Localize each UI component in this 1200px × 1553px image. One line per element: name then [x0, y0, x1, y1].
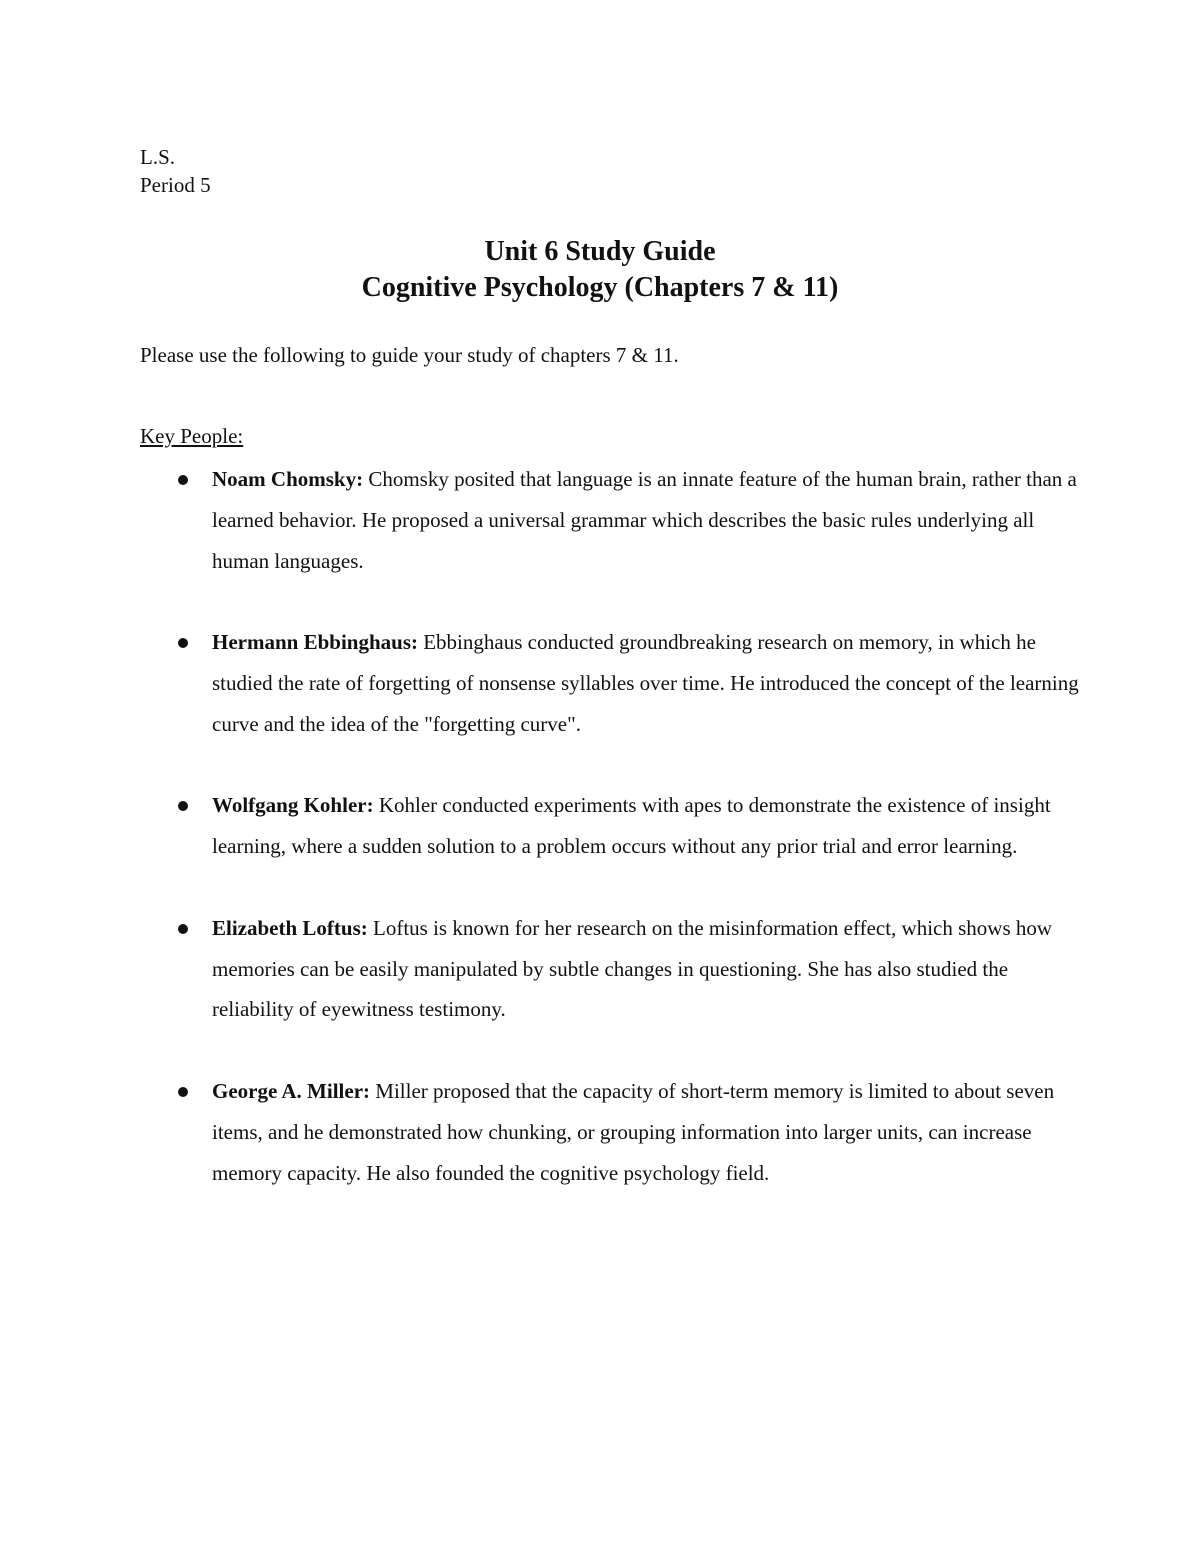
person-description: Miller proposed that the capacity of short-term memory is limited to about seven items, and he demonstrated how chunking, or grouping information into larger units, can increase memory capacity. He also founded the cognitive psychology field.	[212, 1078, 1055, 1185]
person-name: Wolfgang Kohler:	[212, 793, 379, 818]
person-description: Kohler conducted experiments with apes to demonstrate the existence of insight learning, where a sudden solution to a problem occurs without any prior trial and error learning.	[212, 793, 1051, 859]
person-name: Elizabeth Loftus:	[212, 915, 374, 940]
list-item-miller	[140, 1071, 1080, 1193]
person-name: Hermann Ebbinghaus:	[212, 630, 424, 655]
student-header	[140, 143, 211, 199]
list-item-chomsky	[140, 459, 1080, 581]
title-line-2: Cognitive Psychology (Chapters 7 & 11)	[361, 272, 839, 303]
class-period: Period 5	[140, 173, 211, 197]
bullet-icon	[178, 924, 188, 934]
person-description: Ebbinghaus conducted groundbreaking research on memory, in which he studied the rate of forgetting of nonsense syllables over time. He introduced the concept of the learning curve and the idea of the "forgetting curve".	[212, 630, 1079, 736]
bullet-icon	[178, 801, 188, 811]
person-name: George A. Miller:	[212, 1078, 376, 1103]
key-people-list	[140, 459, 1080, 1193]
person-description: Chomsky posited that language is an innate feature of the human brain, rather than a learned behavior. He proposed a universal grammar which describes the basic rules underlying all human languages.	[212, 467, 1077, 573]
title-line-1: Unit 6 Study Guide	[484, 236, 716, 267]
bullet-icon	[178, 638, 188, 648]
person-description: Loftus is known for her research on the misinformation effect, which shows how memories can be easily manipulated by subtle changes in questioning. She has also studied the reliability of eyewitness testimony.	[212, 915, 1053, 1022]
document-title	[0, 234, 1200, 306]
bullet-icon	[178, 1087, 188, 1097]
key-people-heading: Key People:	[140, 424, 244, 448]
list-item-ebbinghaus	[140, 622, 1080, 744]
list-item-kohler	[140, 785, 1080, 867]
bullet-icon	[178, 475, 188, 485]
intro-text: Please use the following to guide your study of chapters 7 & 11.	[140, 343, 679, 367]
student-initials: L.S.	[140, 145, 176, 169]
list-item-loftus	[140, 908, 1080, 1030]
person-name: Noam Chomsky:	[212, 467, 369, 491]
